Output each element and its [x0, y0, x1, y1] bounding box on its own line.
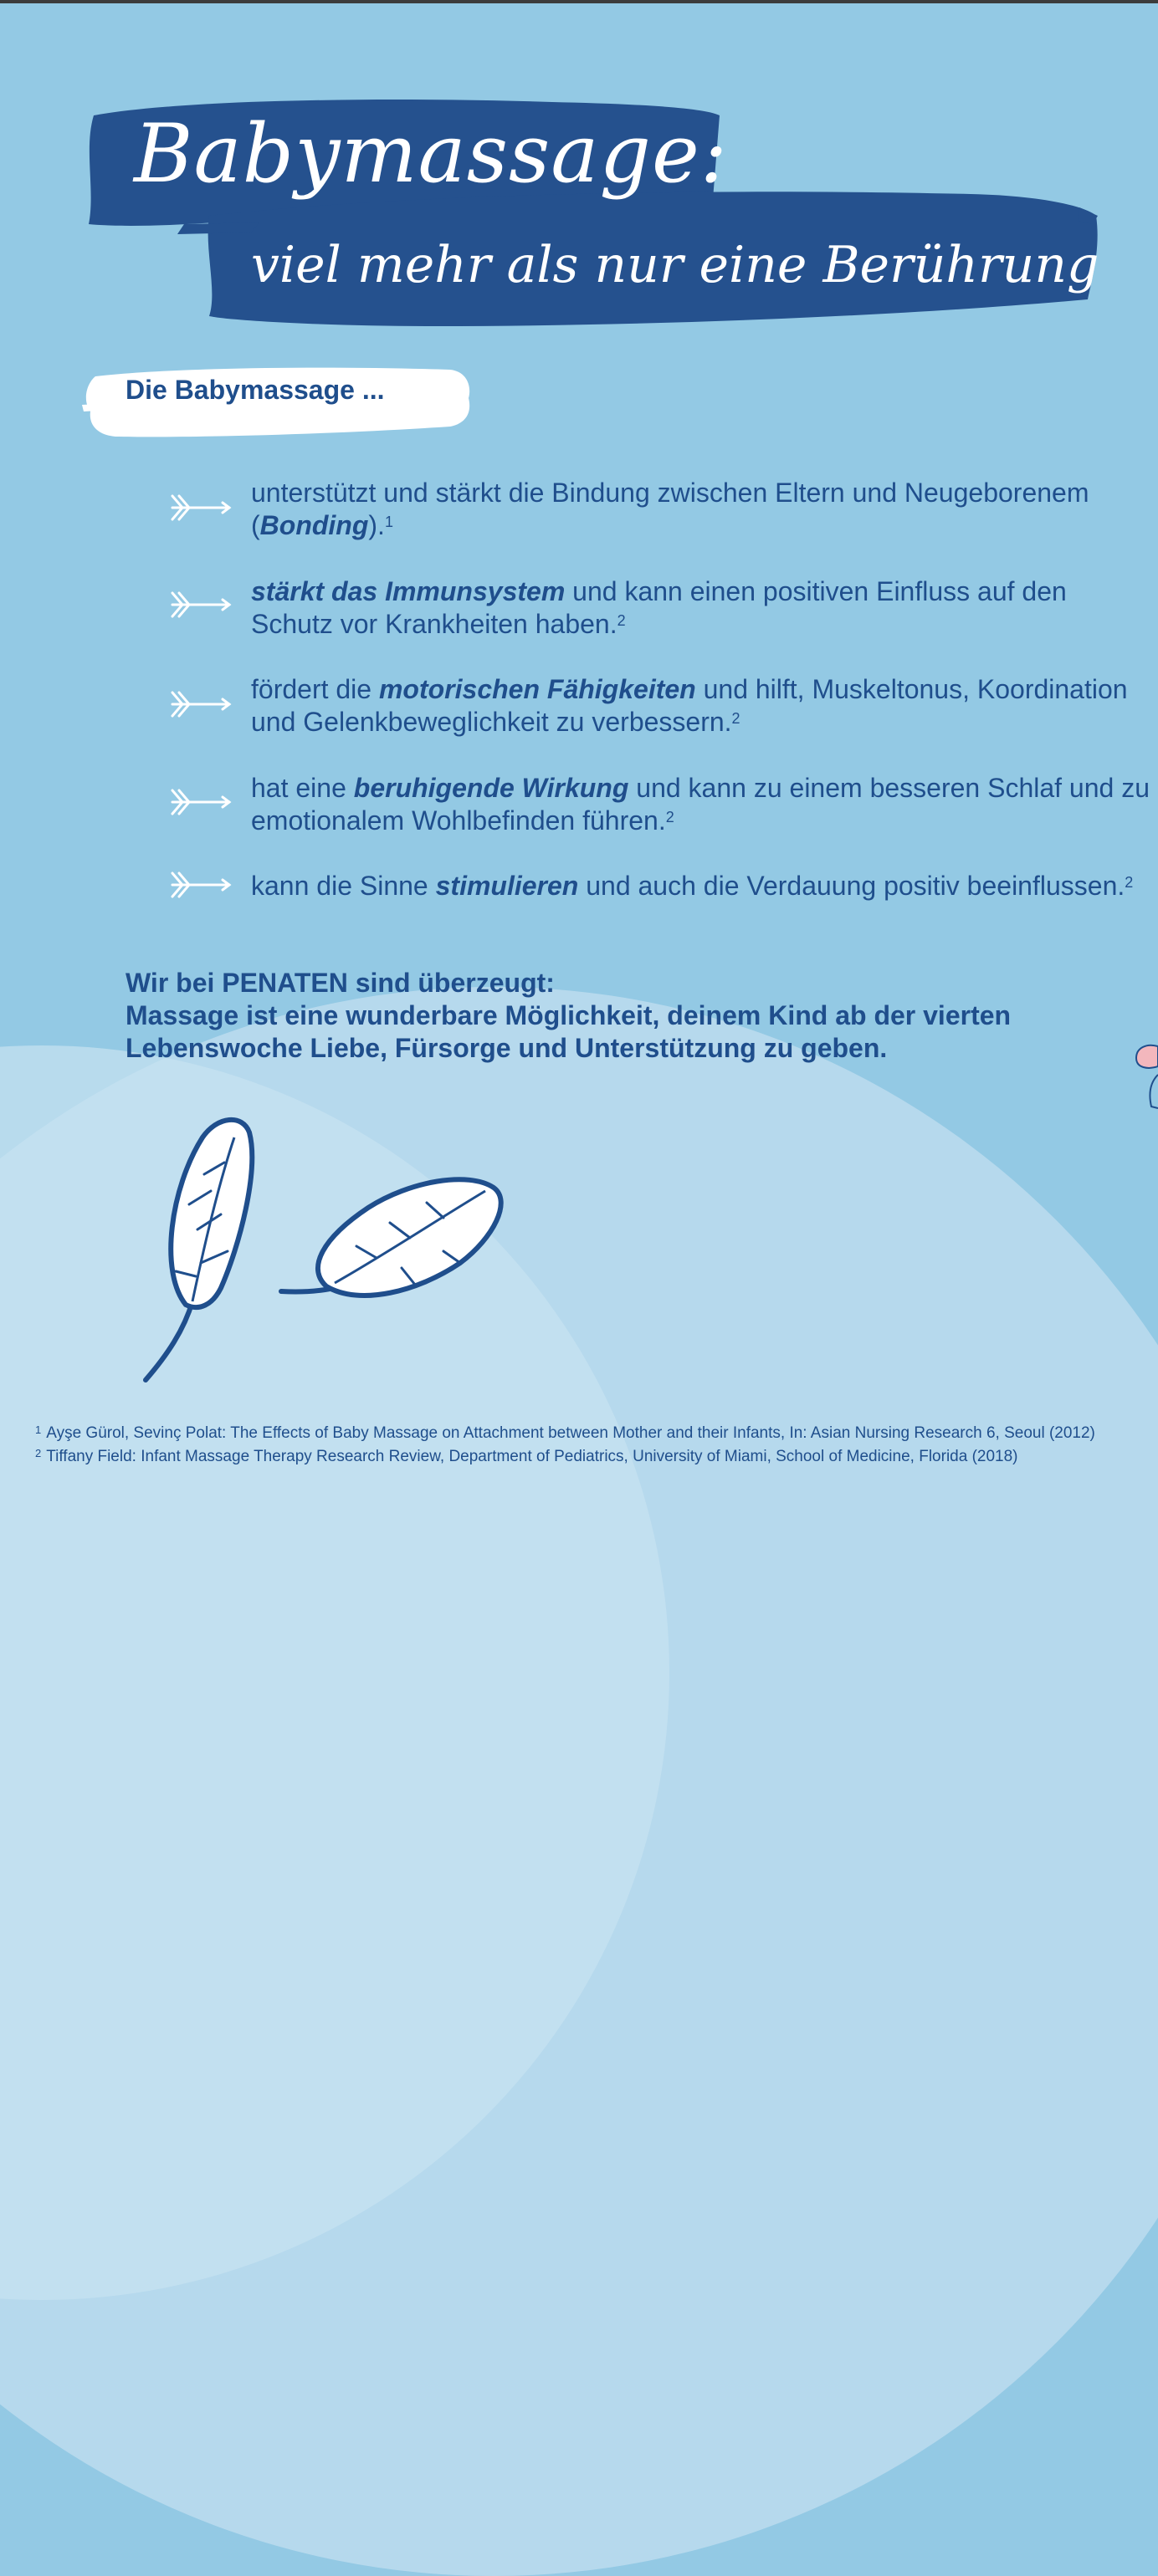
benefit-text-pre: hat eine	[251, 773, 354, 803]
benefit-emphasis: stimulieren	[435, 871, 579, 901]
list-item	[251, 870, 1155, 902]
footnote-text: Ayşe Gürol, Sevinç Polat: The Effects of Baby Massage on Attachment between Mother and their Infants, In: Asian Nursing Research 6, Seoul (2012)	[46, 1424, 1095, 1442]
benefit-text-pre: kann die Sinne	[251, 871, 436, 901]
benefit-emphasis: motorischen Fähigkeiten	[378, 674, 696, 704]
arrow-right-icon	[167, 489, 234, 526]
page-title: Babymassage:	[134, 107, 729, 201]
arrow-right-icon	[167, 866, 234, 903]
benefit-emphasis: beruhigende Wirkung	[353, 773, 629, 803]
footnote-text: Tiffany Field: Infant Massage Therapy Research Review, Department of Pediatrics, University of Miami, School of Medicine, Florida (2018)	[46, 1448, 1018, 1465]
footnote-number: 1	[35, 1423, 42, 1436]
footnote-number: 2	[35, 1447, 42, 1459]
footnote-ref: 2	[731, 710, 740, 727]
feather-icon	[281, 1179, 501, 1296]
arrow-right-icon	[167, 686, 234, 723]
benefit-emphasis: Bonding	[259, 510, 369, 540]
arrow-right-icon	[167, 586, 234, 623]
feather-icon	[146, 1120, 252, 1380]
benefit-text-post: und kann zu einem besseren Schlaf und zu emotionalem Wohlbefinden führen.	[251, 773, 1150, 836]
footnote-ref: 2	[665, 809, 674, 825]
benefit-text-post: und hilft, Muskeltonus, Koordination und Gelenkbeweglichkeit zu verbessern.	[251, 674, 1128, 737]
footnote-ref: 1	[384, 514, 393, 530]
list-item	[251, 575, 1155, 641]
arrow-right-icon	[167, 784, 234, 820]
list-item	[251, 477, 1155, 542]
top-border	[0, 0, 1158, 3]
footnote-item	[35, 1445, 1156, 1469]
claim-line-2: Massage ist eine wunderbare Möglichkeit, deinem Kind ab der vierten Lebenswoche Liebe, Fürsorge und Unterstützung zu geben.	[126, 1000, 1012, 1063]
claim-line-1: Wir bei PENATEN sind überzeugt:	[126, 968, 555, 998]
footnote-item	[35, 1422, 1156, 1445]
benefit-text-post: ).	[368, 510, 385, 540]
benefit-text-post: und auch die Verdauung positiv beeinflussen.	[578, 871, 1125, 901]
decorative-flower-icon	[1130, 1041, 1158, 1117]
benefit-emphasis: stärkt das Immunsystem	[251, 576, 566, 606]
brand-claim	[126, 967, 1113, 1065]
intro-heading: Die Babymassage ...	[126, 375, 385, 405]
benefit-text-pre: unterstützt und stärkt die Bindung zwischen Eltern und Neugeborenem (	[251, 478, 1089, 540]
footnotes	[35, 1422, 1156, 1469]
feather-illustration	[134, 1104, 552, 1388]
benefit-text-post: und kann einen positiven Einfluss auf den Schutz vor Krankheiten haben.	[251, 576, 1067, 639]
benefit-text-pre: fördert die	[251, 674, 379, 704]
list-item	[251, 772, 1155, 837]
footnote-ref: 2	[617, 612, 626, 629]
footnote-ref: 2	[1125, 874, 1134, 891]
list-item	[251, 673, 1155, 739]
page-subtitle: viel mehr als nur eine Berührung	[251, 236, 1099, 294]
